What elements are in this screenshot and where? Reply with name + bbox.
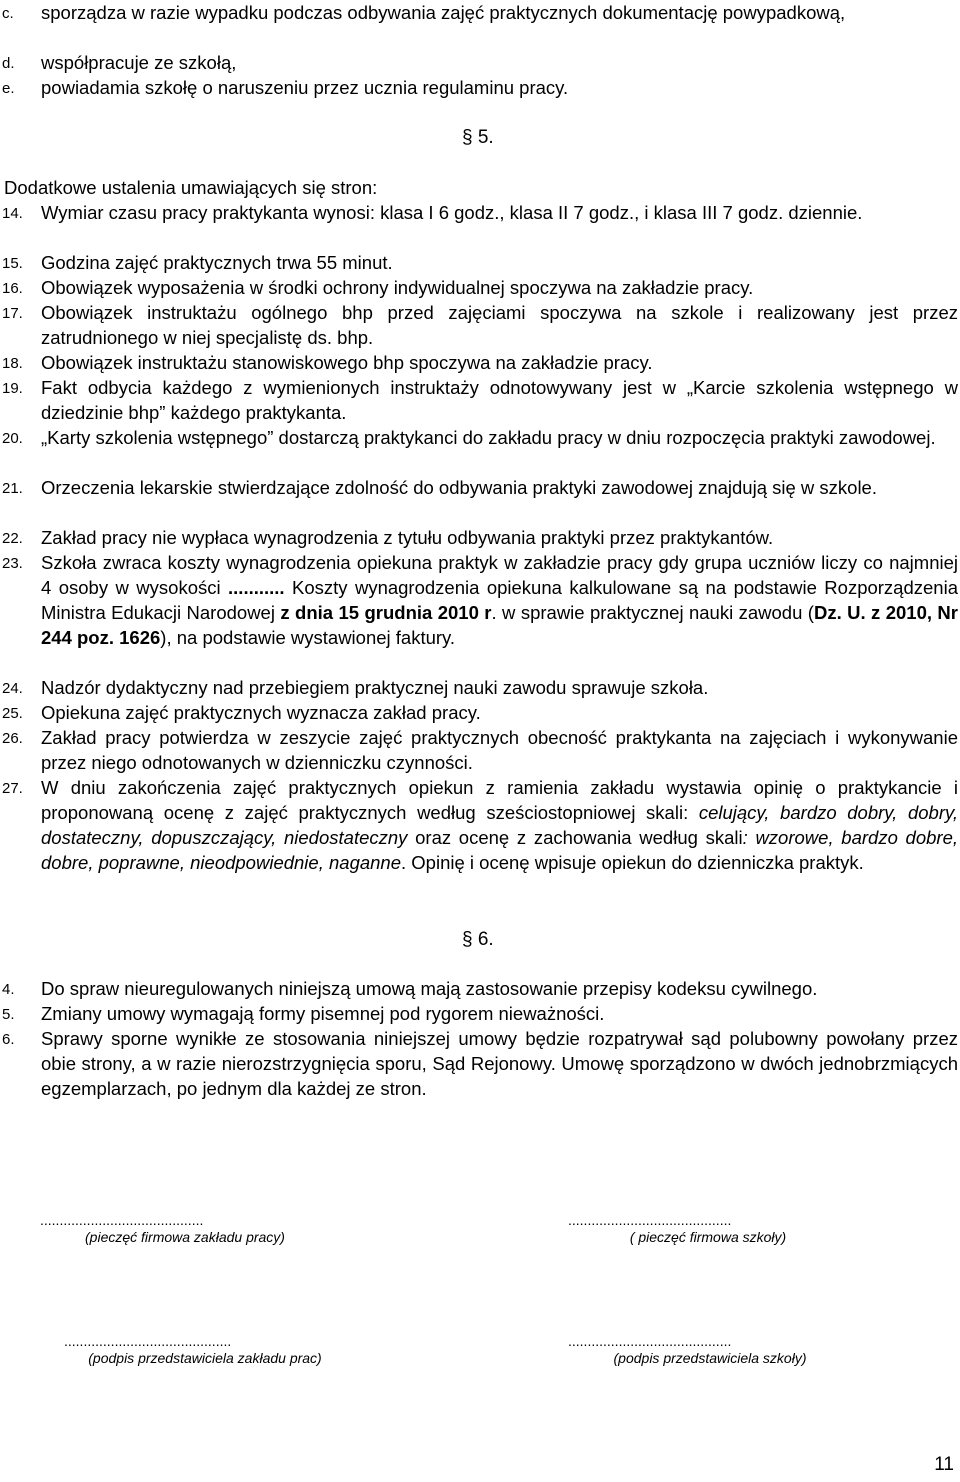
- intro-text: Dodatkowe ustalenia umawiających się stron:: [4, 177, 378, 198]
- list-marker: 25.: [2, 705, 23, 722]
- signature-line: ..........................................: [40, 1212, 204, 1228]
- text-run-bold: ...........: [228, 577, 285, 598]
- text-run: Koszty wynagrodzenia opiekuna kalkulowane są na podstawie Rozporządzenia Ministra Edukacji Narodowej: [41, 577, 958, 623]
- list-item: [0, 1001, 958, 1026]
- list-text: Do spraw nieuregulowanych niniejszą umową mają zastosowanie przepisy kodeksu cywilnego.: [41, 978, 818, 999]
- list-item: [0, 425, 958, 450]
- list-text: powiadamia szkołę o naruszeniu przez ucznia regulaminu pracy.: [41, 77, 569, 98]
- list-item: [0, 976, 958, 1001]
- list-item: [0, 725, 958, 775]
- list-marker: 20.: [2, 430, 23, 447]
- text-run: ), na podstawie wystawionej faktury.: [160, 627, 456, 648]
- text-run-italic: : wzorowe, bardzo dobre, dobre, poprawne, nieodpowiednie, naganne: [41, 827, 959, 873]
- list-marker: 19.: [2, 380, 23, 397]
- list-text: [41, 550, 958, 650]
- list-text: Godzina zajęć praktycznych trwa 55 minut.: [41, 252, 393, 273]
- list-marker: 4.: [2, 981, 15, 998]
- list-item: [0, 700, 958, 725]
- list-text: Zakład pracy nie wypłaca wynagrodzenia z tytułu odbywania praktyki przez praktykantów.: [41, 527, 774, 548]
- list-item: [0, 250, 958, 275]
- list-text: Orzeczenia lekarskie stwierdzające zdolność do odbywania praktyki zawodowej znajdują się w szkole.: [41, 477, 877, 498]
- list-item: [0, 375, 958, 425]
- page-number: 11: [934, 1454, 954, 1475]
- list-text: Wymiar czasu pracy praktykanta wynosi: klasa I 6 godz., klasa II 7 godz., i klasa III 7 godz. dziennie.: [41, 202, 863, 223]
- list-text: Obowiązek wyposażenia w środki ochrony indywidualnej spoczywa na zakładzie pracy.: [41, 277, 754, 298]
- list-item: [0, 275, 958, 300]
- list-text: Obowiązek instruktażu stanowiskowego bhp spoczywa na zakładzie pracy.: [41, 352, 653, 373]
- list-text: Opiekuna zajęć praktycznych wyznacza zakład pracy.: [41, 702, 481, 723]
- list-item: [0, 0, 958, 25]
- section-label: 5.: [477, 127, 494, 148]
- list-marker: d.: [2, 55, 15, 72]
- list-item: [0, 525, 958, 550]
- list-text: Sprawy sporne wynikłe ze stosowania niniejszej umowy będzie rozpatrywał sąd polubowny powołany przez obie strony, a w razie nierozstrzygnięcia sporu, Sąd Rejonowy. Umowę sporządzono w dwóch jednobrzmiących egzemplarzach, po jednym dla każdej ze stron.: [41, 1028, 958, 1099]
- list-marker: 5.: [2, 1006, 15, 1023]
- list-marker: 14.: [2, 205, 23, 222]
- list-marker: 6.: [2, 1031, 15, 1048]
- list-marker: 21.: [2, 480, 23, 497]
- list-text: sporządza w razie wypadku podczas odbywania zajęć praktycznych dokumentację powypadkową,: [41, 2, 846, 23]
- list-item: [0, 1026, 958, 1101]
- list-text: „Karty szkolenia wstępnego” dostarczą praktykanci do zakładu pracy w dniu rozpoczęcia praktyki zawodowej.: [41, 427, 936, 448]
- list-item: [0, 50, 958, 75]
- list-marker: 17.: [2, 305, 23, 322]
- list-text: Zmiany umowy wymagają formy pisemnej pod rygorem nieważności.: [41, 1003, 605, 1024]
- text-run: . w sprawie praktycznej nauki zawodu (: [491, 602, 814, 623]
- list-item: [0, 550, 958, 650]
- list-text: współpracuje ze szkołą,: [41, 52, 237, 73]
- list-item: [0, 200, 958, 225]
- list-marker: 27.: [2, 780, 23, 797]
- text-run: oraz ocenę z zachowania według skali: [407, 827, 743, 848]
- list-item: [0, 475, 958, 500]
- text-run-italic: celujący, bardzo dobry, dobry, dostateczny, dopuszczający, niedostateczny: [41, 802, 958, 848]
- text-run-bold: Dz. U. z 2010, Nr 244 poz. 1626: [41, 602, 958, 648]
- section-heading-6: [462, 927, 494, 952]
- section-symbol: §: [462, 929, 473, 950]
- list-marker: c.: [2, 5, 14, 22]
- list-marker: 16.: [2, 280, 23, 297]
- list-marker: 26.: [2, 730, 23, 747]
- signature-line: ...........................................: [64, 1333, 232, 1349]
- section-symbol: §: [462, 127, 473, 148]
- section-heading-5: [462, 125, 494, 150]
- signature-label-school-stamp: ( pieczęć firmowa szkoły): [629, 1229, 787, 1245]
- text-run: W dniu zakończenia zajęć praktycznych opiekun z ramienia zakładu wystawia opinię o praktykancie i proponowaną ocenę z zajęć praktycznych według sześciostopniowej skali:: [41, 777, 958, 823]
- signature-label-company-stamp: (pieczęć firmowa zakładu pracy): [85, 1229, 285, 1245]
- list-marker: 15.: [2, 255, 23, 272]
- signature-line: ..........................................: [568, 1333, 732, 1349]
- signature-label-school-rep: (podpis przedstawiciela szkoły): [613, 1350, 807, 1366]
- signature-line: ..........................................: [568, 1212, 732, 1228]
- list-item: [0, 775, 958, 875]
- signature-label-company-rep: (podpis przedstawiciela zakładu prac): [88, 1350, 322, 1366]
- list-marker: 18.: [2, 355, 23, 372]
- text-run: Szkoła zwraca koszty wynagrodzenia opiekuna praktyk w zakładzie pracy gdy grupa uczniów liczy co najmniej 4 osoby w wysokości: [41, 552, 958, 598]
- list-item: [0, 75, 958, 100]
- text-run: . Opinię i ocenę wpisuje opiekun do dzienniczka praktyk.: [401, 852, 864, 873]
- list-text: Nadzór dydaktyczny nad przebiegiem praktycznej nauki zawodu sprawuje szkoła.: [41, 677, 709, 698]
- list-text: [41, 775, 958, 875]
- list-marker: 23.: [2, 555, 23, 572]
- list-marker: 24.: [2, 680, 23, 697]
- list-marker: 22.: [2, 530, 23, 547]
- list-item: [0, 350, 958, 375]
- list-item: [0, 675, 958, 700]
- section-label: 6.: [477, 929, 494, 950]
- list-item: [0, 300, 958, 350]
- list-marker: e.: [2, 80, 15, 97]
- text-run-bold: z dnia 15 grudnia 2010 r: [280, 602, 492, 623]
- list-text: Obowiązek instruktażu ogólnego bhp przed zajęciami spoczywa na szkole i realizowany jest przez zatrudnionego w niej specjalistę ds. bhp.: [41, 302, 958, 348]
- list-text: Fakt odbycia każdego z wymienionych instruktaży odnotowywany jest w „Karcie szkolenia wstępnego w dziedzinie bhp” każdego praktykanta.: [41, 377, 958, 423]
- list-text: Zakład pracy potwierdza w zeszycie zajęć praktycznych obecność praktykanta na zajęciach i wykonywanie przez niego odnotowanych w dzienniczku czynności.: [41, 727, 958, 773]
